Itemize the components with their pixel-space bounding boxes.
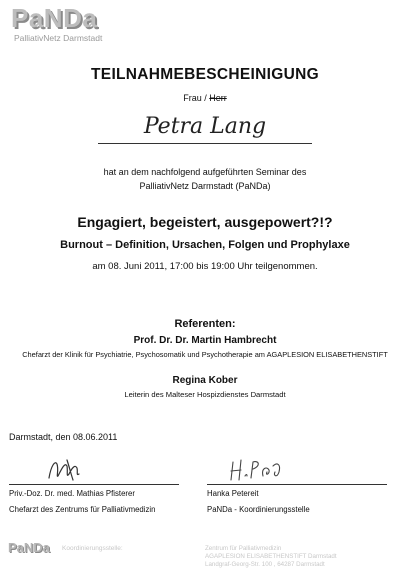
footer-coordination-label: Koordinierungsstelle: <box>62 545 123 552</box>
salutation-frau: Frau <box>183 93 205 103</box>
signature-left <box>9 452 179 486</box>
signature-line-right <box>207 484 387 485</box>
referent-role: Leiterin des Malteser Hospizdienstes Darmstadt <box>124 390 286 399</box>
referent-name: Prof. Dr. Dr. Martin Hambrecht <box>133 335 277 346</box>
footer-address <box>205 545 337 569</box>
referent-name: Regina Kober <box>172 375 238 386</box>
name-underline <box>98 143 312 144</box>
signatory-left-role: Chefarzt des Zentrums für Palliativmedizin <box>9 505 156 514</box>
signatory-right-role: PaNDa - Koordinierungsstelle <box>207 505 310 514</box>
signature-line-left <box>9 484 179 485</box>
participant-name-field <box>98 113 312 145</box>
logo-subtitle: PalliativNetz Darmstadt <box>14 33 103 43</box>
footer-logo: PaNDa <box>8 540 50 555</box>
referent-role: Chefarzt der Klinik für Psychiatrie, Psychosomatik und Psychotherapie am AGAPLESION ELISABETHENSTIFT <box>22 350 388 359</box>
salutation-herr-struck: Herr <box>209 93 227 103</box>
panda-logo: PaNDa <box>11 3 98 33</box>
footer-address-line: Zentrum für Palliativmedizin <box>205 545 282 552</box>
footer-address-line: Landgraf-Georg-Str. 100 , 64287 Darmstadt <box>205 561 325 568</box>
certificate-title: TEILNAHMEBESCHEINIGUNG <box>91 66 319 83</box>
seminar-subtitle: Burnout – Definition, Ursachen, Folgen und Prophylaxe <box>60 239 350 251</box>
attendance-text-2: PalliativNetz Darmstadt (PaNDa) <box>139 181 271 191</box>
signatory-right-name: Hanka Petereit <box>207 489 259 498</box>
seminar-date: am 08. Juni 2011, 17:00 bis 19:00 Uhr teilgenommen. <box>92 261 318 272</box>
signature-right <box>207 452 387 486</box>
place-date: Darmstadt, den 08.06.2011 <box>9 432 118 442</box>
seminar-title: Engagiert, begeistert, ausgepowert?!? <box>77 214 333 230</box>
salutation-slash: / <box>204 93 210 103</box>
footer-address-line: AGAPLESION ELISABETHENSTIFT Darmstadt <box>205 553 337 560</box>
salutation <box>0 93 410 103</box>
signatory-left-name: Priv.-Doz. Dr. med. Mathias Pfisterer <box>9 489 135 498</box>
attendance-text-1: hat an dem nachfolgend aufgeführten Seminar des <box>103 167 307 177</box>
participant-name-handwritten: Petra Lang <box>143 114 267 139</box>
referents-heading: Referenten: <box>174 318 236 330</box>
